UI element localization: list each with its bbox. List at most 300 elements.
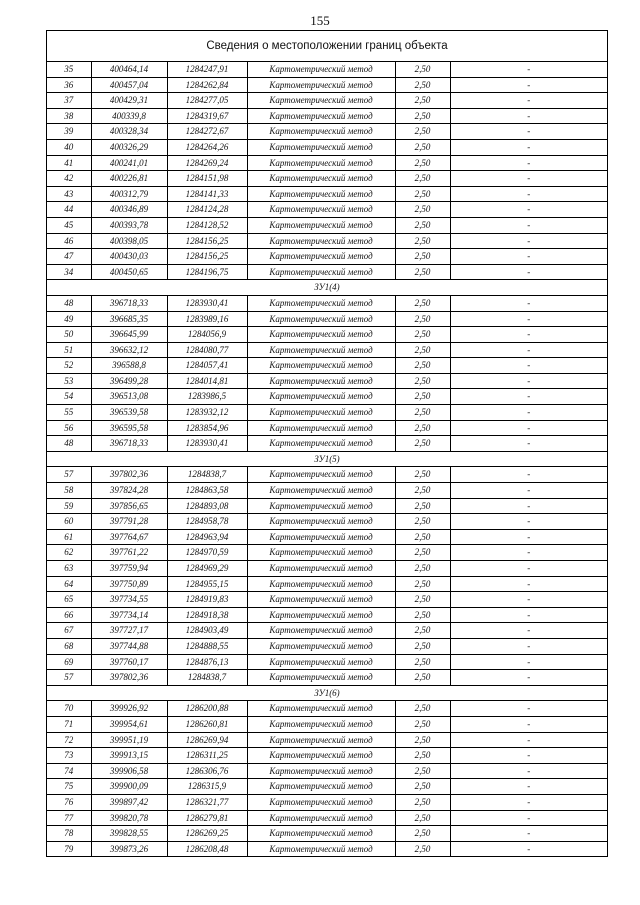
- accuracy-cell: 2,50: [395, 794, 450, 810]
- method-cell: Картометрический метод: [247, 748, 395, 764]
- accuracy-cell: 2,50: [395, 763, 450, 779]
- x-coordinate-cell: 397734,14: [91, 607, 167, 623]
- point-number-cell: 66: [47, 607, 91, 623]
- table-row: [47, 794, 607, 810]
- y-coordinate-cell: 1284838,7: [167, 670, 247, 686]
- y-coordinate-cell: 1286260,81: [167, 716, 247, 732]
- table-row: [47, 607, 607, 623]
- x-coordinate-cell: 399954,61: [91, 716, 167, 732]
- table-row: [47, 716, 607, 732]
- method-cell: Картометрический метод: [247, 763, 395, 779]
- x-coordinate-cell: 396499,28: [91, 373, 167, 389]
- point-number-cell: 39: [47, 124, 91, 140]
- y-coordinate-cell: 1284838,7: [167, 467, 247, 483]
- x-coordinate-cell: 399906,58: [91, 763, 167, 779]
- accuracy-cell: 2,50: [395, 592, 450, 608]
- description-cell: -: [450, 389, 607, 405]
- y-coordinate-cell: 1284269,24: [167, 155, 247, 171]
- method-cell: Картометрический метод: [247, 529, 395, 545]
- method-cell: Картометрический метод: [247, 794, 395, 810]
- group-header-row: [47, 280, 607, 296]
- y-coordinate-cell: 1286208,48: [167, 841, 247, 856]
- description-cell: -: [450, 670, 607, 686]
- table-row: [47, 529, 607, 545]
- method-cell: Картометрический метод: [247, 545, 395, 561]
- y-coordinate-cell: 1284876,13: [167, 654, 247, 670]
- description-cell: -: [450, 794, 607, 810]
- y-coordinate-cell: 1284141,33: [167, 186, 247, 202]
- accuracy-cell: 2,50: [395, 638, 450, 654]
- x-coordinate-cell: 400328,34: [91, 124, 167, 140]
- table-row: [47, 295, 607, 311]
- point-number-cell: 70: [47, 701, 91, 717]
- table-row: [47, 233, 607, 249]
- description-cell: -: [450, 592, 607, 608]
- table-row: [47, 638, 607, 654]
- point-number-cell: 78: [47, 826, 91, 842]
- x-coordinate-cell: 399897,42: [91, 794, 167, 810]
- method-cell: Картометрический метод: [247, 62, 395, 77]
- description-cell: -: [450, 108, 607, 124]
- method-cell: Картометрический метод: [247, 779, 395, 795]
- accuracy-cell: 2,50: [395, 732, 450, 748]
- method-cell: Картометрический метод: [247, 467, 395, 483]
- description-cell: -: [450, 217, 607, 233]
- method-cell: Картометрический метод: [247, 108, 395, 124]
- method-cell: Картометрический метод: [247, 295, 395, 311]
- accuracy-cell: 2,50: [395, 654, 450, 670]
- method-cell: Картометрический метод: [247, 373, 395, 389]
- group-header-row: [47, 451, 607, 467]
- point-number-cell: 40: [47, 139, 91, 155]
- method-cell: Картометрический метод: [247, 576, 395, 592]
- point-number-cell: 67: [47, 623, 91, 639]
- y-coordinate-cell: 1286311,25: [167, 748, 247, 764]
- x-coordinate-cell: 400429,31: [91, 93, 167, 109]
- description-cell: -: [450, 358, 607, 374]
- description-cell: -: [450, 202, 607, 218]
- method-cell: Картометрический метод: [247, 124, 395, 140]
- y-coordinate-cell: 1284124,28: [167, 202, 247, 218]
- y-coordinate-cell: 1284156,25: [167, 249, 247, 265]
- table-row: [47, 405, 607, 421]
- table-row: [47, 732, 607, 748]
- description-cell: -: [450, 62, 607, 77]
- accuracy-cell: 2,50: [395, 373, 450, 389]
- coordinates-table-body: [47, 62, 607, 856]
- y-coordinate-cell: 1283989,16: [167, 311, 247, 327]
- method-cell: Картометрический метод: [247, 186, 395, 202]
- description-cell: -: [450, 467, 607, 483]
- point-number-cell: 79: [47, 841, 91, 856]
- description-cell: -: [450, 124, 607, 140]
- y-coordinate-cell: 1286279,81: [167, 810, 247, 826]
- method-cell: Картометрический метод: [247, 217, 395, 233]
- accuracy-cell: 2,50: [395, 561, 450, 577]
- table-row: [47, 467, 607, 483]
- y-coordinate-cell: 1284955,15: [167, 576, 247, 592]
- description-cell: -: [450, 623, 607, 639]
- accuracy-cell: 2,50: [395, 202, 450, 218]
- description-cell: -: [450, 420, 607, 436]
- table-row: [47, 670, 607, 686]
- point-number-cell: 44: [47, 202, 91, 218]
- y-coordinate-cell: 1284156,25: [167, 233, 247, 249]
- accuracy-cell: 2,50: [395, 124, 450, 140]
- table-row: [47, 93, 607, 109]
- point-number-cell: 42: [47, 171, 91, 187]
- point-number-cell: 73: [47, 748, 91, 764]
- table-row: [47, 358, 607, 374]
- table-row: [47, 826, 607, 842]
- x-coordinate-cell: 400430,03: [91, 249, 167, 265]
- description-cell: -: [450, 233, 607, 249]
- method-cell: Картометрический метод: [247, 93, 395, 109]
- y-coordinate-cell: 1283932,12: [167, 405, 247, 421]
- x-coordinate-cell: 397764,67: [91, 529, 167, 545]
- y-coordinate-cell: 1286306,76: [167, 763, 247, 779]
- accuracy-cell: 2,50: [395, 186, 450, 202]
- accuracy-cell: 2,50: [395, 171, 450, 187]
- accuracy-cell: 2,50: [395, 217, 450, 233]
- method-cell: Картометрический метод: [247, 233, 395, 249]
- x-coordinate-cell: 396513,08: [91, 389, 167, 405]
- point-number-cell: 58: [47, 483, 91, 499]
- accuracy-cell: 2,50: [395, 623, 450, 639]
- y-coordinate-cell: 1284919,83: [167, 592, 247, 608]
- accuracy-cell: 2,50: [395, 327, 450, 343]
- table-row: [47, 311, 607, 327]
- y-coordinate-cell: 1284888,55: [167, 638, 247, 654]
- x-coordinate-cell: 399900,09: [91, 779, 167, 795]
- table-row: [47, 217, 607, 233]
- method-cell: Картометрический метод: [247, 342, 395, 358]
- x-coordinate-cell: 396685,35: [91, 311, 167, 327]
- point-number-cell: 62: [47, 545, 91, 561]
- method-cell: Картометрический метод: [247, 249, 395, 265]
- x-coordinate-cell: 400393,78: [91, 217, 167, 233]
- point-number-cell: 68: [47, 638, 91, 654]
- x-coordinate-cell: 396718,33: [91, 295, 167, 311]
- table-row: [47, 249, 607, 265]
- description-cell: -: [450, 779, 607, 795]
- point-number-cell: 60: [47, 514, 91, 530]
- y-coordinate-cell: 1284970,59: [167, 545, 247, 561]
- point-number-cell: 72: [47, 732, 91, 748]
- y-coordinate-cell: 1284903,49: [167, 623, 247, 639]
- point-number-cell: 36: [47, 77, 91, 93]
- description-cell: -: [450, 249, 607, 265]
- x-coordinate-cell: 397744,88: [91, 638, 167, 654]
- description-cell: -: [450, 607, 607, 623]
- point-number-cell: 64: [47, 576, 91, 592]
- table-row: [47, 498, 607, 514]
- point-number-cell: 46: [47, 233, 91, 249]
- accuracy-cell: 2,50: [395, 514, 450, 530]
- description-cell: -: [450, 155, 607, 171]
- table-row: [47, 155, 607, 171]
- x-coordinate-cell: 397759,94: [91, 561, 167, 577]
- coordinates-table: [47, 62, 607, 856]
- method-cell: Картометрический метод: [247, 358, 395, 374]
- table-row: [47, 342, 607, 358]
- x-coordinate-cell: 400464,14: [91, 62, 167, 77]
- description-cell: -: [450, 93, 607, 109]
- table-row: [47, 264, 607, 280]
- accuracy-cell: 2,50: [395, 576, 450, 592]
- description-cell: -: [450, 748, 607, 764]
- point-number-cell: 34: [47, 264, 91, 280]
- table-row: [47, 763, 607, 779]
- method-cell: Картометрический метод: [247, 498, 395, 514]
- description-cell: -: [450, 810, 607, 826]
- y-coordinate-cell: 1284319,67: [167, 108, 247, 124]
- y-coordinate-cell: 1284863,58: [167, 483, 247, 499]
- description-cell: -: [450, 186, 607, 202]
- table-row: [47, 545, 607, 561]
- x-coordinate-cell: 399951,19: [91, 732, 167, 748]
- y-coordinate-cell: 1284262,84: [167, 77, 247, 93]
- point-number-cell: 55: [47, 405, 91, 421]
- description-cell: -: [450, 716, 607, 732]
- description-cell: -: [450, 732, 607, 748]
- x-coordinate-cell: 397802,36: [91, 467, 167, 483]
- accuracy-cell: 2,50: [395, 841, 450, 856]
- description-cell: -: [450, 436, 607, 452]
- accuracy-cell: 2,50: [395, 342, 450, 358]
- x-coordinate-cell: 397791,28: [91, 514, 167, 530]
- accuracy-cell: 2,50: [395, 701, 450, 717]
- accuracy-cell: 2,50: [395, 498, 450, 514]
- description-cell: -: [450, 77, 607, 93]
- method-cell: Картометрический метод: [247, 716, 395, 732]
- table-row: [47, 779, 607, 795]
- description-cell: -: [450, 171, 607, 187]
- method-cell: Картометрический метод: [247, 670, 395, 686]
- x-coordinate-cell: 396645,99: [91, 327, 167, 343]
- accuracy-cell: 2,50: [395, 389, 450, 405]
- y-coordinate-cell: 1284272,67: [167, 124, 247, 140]
- method-cell: Картометрический метод: [247, 77, 395, 93]
- point-number-cell: 45: [47, 217, 91, 233]
- description-cell: -: [450, 514, 607, 530]
- point-number-cell: 57: [47, 670, 91, 686]
- point-number-cell: 76: [47, 794, 91, 810]
- x-coordinate-cell: 399820,78: [91, 810, 167, 826]
- table-row: [47, 77, 607, 93]
- x-coordinate-cell: 400450,65: [91, 264, 167, 280]
- description-cell: -: [450, 264, 607, 280]
- method-cell: Картометрический метод: [247, 638, 395, 654]
- description-cell: -: [450, 139, 607, 155]
- x-coordinate-cell: 397761,22: [91, 545, 167, 561]
- y-coordinate-cell: 1284247,91: [167, 62, 247, 77]
- method-cell: Картометрический метод: [247, 155, 395, 171]
- description-cell: -: [450, 498, 607, 514]
- accuracy-cell: 2,50: [395, 93, 450, 109]
- method-cell: Картометрический метод: [247, 654, 395, 670]
- x-coordinate-cell: 399828,55: [91, 826, 167, 842]
- accuracy-cell: 2,50: [395, 467, 450, 483]
- accuracy-cell: 2,50: [395, 529, 450, 545]
- point-number-cell: 47: [47, 249, 91, 265]
- x-coordinate-cell: 397760,17: [91, 654, 167, 670]
- accuracy-cell: 2,50: [395, 748, 450, 764]
- x-coordinate-cell: 396718,33: [91, 436, 167, 452]
- table-row: [47, 139, 607, 155]
- point-number-cell: 59: [47, 498, 91, 514]
- y-coordinate-cell: 1284196,75: [167, 264, 247, 280]
- description-cell: -: [450, 763, 607, 779]
- accuracy-cell: 2,50: [395, 545, 450, 561]
- point-number-cell: 48: [47, 436, 91, 452]
- table-row: [47, 171, 607, 187]
- x-coordinate-cell: 400398,05: [91, 233, 167, 249]
- description-cell: -: [450, 405, 607, 421]
- method-cell: Картометрический метод: [247, 732, 395, 748]
- description-cell: -: [450, 701, 607, 717]
- point-number-cell: 57: [47, 467, 91, 483]
- table-row: [47, 186, 607, 202]
- point-number-cell: 52: [47, 358, 91, 374]
- table-row: [47, 202, 607, 218]
- description-cell: -: [450, 638, 607, 654]
- y-coordinate-cell: 1284264,26: [167, 139, 247, 155]
- table-row: [47, 701, 607, 717]
- x-coordinate-cell: 400241,01: [91, 155, 167, 171]
- method-cell: Картометрический метод: [247, 202, 395, 218]
- method-cell: Картометрический метод: [247, 701, 395, 717]
- accuracy-cell: 2,50: [395, 311, 450, 327]
- accuracy-cell: 2,50: [395, 358, 450, 374]
- table-row: [47, 654, 607, 670]
- accuracy-cell: 2,50: [395, 405, 450, 421]
- method-cell: Картометрический метод: [247, 139, 395, 155]
- x-coordinate-cell: 399873,26: [91, 841, 167, 856]
- method-cell: Картометрический метод: [247, 171, 395, 187]
- accuracy-cell: 2,50: [395, 436, 450, 452]
- description-cell: -: [450, 529, 607, 545]
- method-cell: Картометрический метод: [247, 420, 395, 436]
- y-coordinate-cell: 1283930,41: [167, 295, 247, 311]
- method-cell: Картометрический метод: [247, 436, 395, 452]
- accuracy-cell: 2,50: [395, 77, 450, 93]
- accuracy-cell: 2,50: [395, 155, 450, 171]
- y-coordinate-cell: 1286315,9: [167, 779, 247, 795]
- y-coordinate-cell: 1284014,81: [167, 373, 247, 389]
- description-cell: -: [450, 654, 607, 670]
- description-cell: -: [450, 483, 607, 499]
- x-coordinate-cell: 400339,8: [91, 108, 167, 124]
- x-coordinate-cell: 397750,89: [91, 576, 167, 592]
- x-coordinate-cell: 400326,29: [91, 139, 167, 155]
- point-number-cell: 48: [47, 295, 91, 311]
- y-coordinate-cell: 1284151,98: [167, 171, 247, 187]
- point-number-cell: 38: [47, 108, 91, 124]
- table-row: [47, 373, 607, 389]
- accuracy-cell: 2,50: [395, 483, 450, 499]
- y-coordinate-cell: 1283930,41: [167, 436, 247, 452]
- x-coordinate-cell: 397802,36: [91, 670, 167, 686]
- accuracy-cell: 2,50: [395, 108, 450, 124]
- accuracy-cell: 2,50: [395, 233, 450, 249]
- description-cell: -: [450, 545, 607, 561]
- page-number: 155: [310, 13, 330, 28]
- x-coordinate-cell: 396588,8: [91, 358, 167, 374]
- point-number-cell: 75: [47, 779, 91, 795]
- table-row: [47, 810, 607, 826]
- accuracy-cell: 2,50: [395, 826, 450, 842]
- point-number-cell: 53: [47, 373, 91, 389]
- point-number-cell: 35: [47, 62, 91, 77]
- point-number-cell: 74: [47, 763, 91, 779]
- method-cell: Картометрический метод: [247, 592, 395, 608]
- y-coordinate-cell: 1286269,94: [167, 732, 247, 748]
- x-coordinate-cell: 400312,79: [91, 186, 167, 202]
- accuracy-cell: 2,50: [395, 420, 450, 436]
- method-cell: Картометрический метод: [247, 826, 395, 842]
- accuracy-cell: 2,50: [395, 670, 450, 686]
- accuracy-cell: 2,50: [395, 810, 450, 826]
- group-label: ЗУ1(4): [47, 280, 607, 296]
- y-coordinate-cell: 1283986,5: [167, 389, 247, 405]
- y-coordinate-cell: 1284958,78: [167, 514, 247, 530]
- point-number-cell: 69: [47, 654, 91, 670]
- method-cell: Картометрический метод: [247, 810, 395, 826]
- y-coordinate-cell: 1284056,9: [167, 327, 247, 343]
- accuracy-cell: 2,50: [395, 716, 450, 732]
- table-row: [47, 436, 607, 452]
- y-coordinate-cell: 1284918,38: [167, 607, 247, 623]
- y-coordinate-cell: 1283854,96: [167, 420, 247, 436]
- accuracy-cell: 2,50: [395, 779, 450, 795]
- x-coordinate-cell: 397824,28: [91, 483, 167, 499]
- x-coordinate-cell: 399913,15: [91, 748, 167, 764]
- method-cell: Картометрический метод: [247, 405, 395, 421]
- method-cell: Картометрический метод: [247, 483, 395, 499]
- method-cell: Картометрический метод: [247, 311, 395, 327]
- table-row: [47, 124, 607, 140]
- accuracy-cell: 2,50: [395, 139, 450, 155]
- accuracy-cell: 2,50: [395, 249, 450, 265]
- x-coordinate-cell: 397734,55: [91, 592, 167, 608]
- method-cell: Картометрический метод: [247, 327, 395, 343]
- point-number-cell: 41: [47, 155, 91, 171]
- description-cell: -: [450, 561, 607, 577]
- x-coordinate-cell: 400457,04: [91, 77, 167, 93]
- y-coordinate-cell: 1284963,94: [167, 529, 247, 545]
- table-row: [47, 483, 607, 499]
- table-row: [47, 108, 607, 124]
- boundary-table-frame: [46, 30, 608, 857]
- description-cell: -: [450, 576, 607, 592]
- method-cell: Картометрический метод: [247, 623, 395, 639]
- group-label: ЗУ1(5): [47, 451, 607, 467]
- method-cell: Картометрический метод: [247, 607, 395, 623]
- x-coordinate-cell: 397856,65: [91, 498, 167, 514]
- table-row: [47, 841, 607, 856]
- point-number-cell: 49: [47, 311, 91, 327]
- accuracy-cell: 2,50: [395, 62, 450, 77]
- y-coordinate-cell: 1286200,88: [167, 701, 247, 717]
- accuracy-cell: 2,50: [395, 607, 450, 623]
- y-coordinate-cell: 1284128,52: [167, 217, 247, 233]
- description-cell: -: [527, 843, 531, 854]
- table-row: [47, 576, 607, 592]
- accuracy-cell: 2,50: [395, 295, 450, 311]
- table-row: [47, 514, 607, 530]
- point-number-cell: 77: [47, 810, 91, 826]
